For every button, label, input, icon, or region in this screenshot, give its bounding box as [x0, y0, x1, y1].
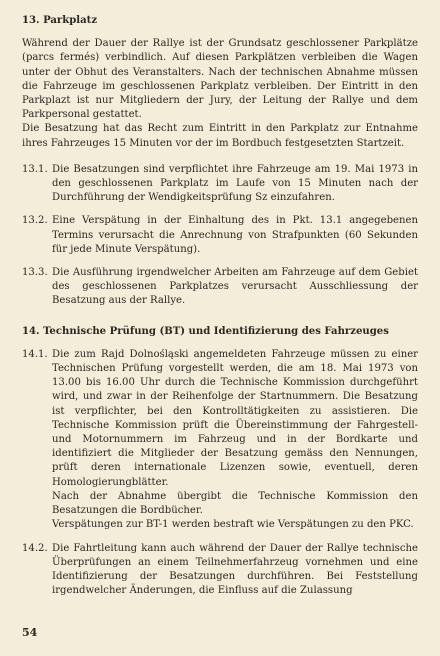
clause-14-2 [22, 542, 418, 599]
clause-13-1 [22, 163, 418, 206]
clause-text: Die Fahrtleitung kann auch während der Dauer der Rallye technische Überprüfungen an einem Teilnehmerfahrzeug vornehmen und eine Identifizierung der Besatzungen durchführen. Bei Feststellung irgendwelcher Änderungen, die Einfluss auf die Zulassung [52, 542, 418, 597]
section-13-intro [22, 37, 418, 151]
intro-paragraph: Die Besatzung hat das Recht zum Eintritt in den Parkplatz zur Entnahme ihres Fahrzeuges 15 Minuten vor der im Bordbuch festgesetzten Startzeit. [22, 123, 418, 149]
clause-text: Die Besatzungen sind verpflichtet ihre Fahrzeuge am 19. Mai 1973 in den geschlossenen Parkplatz im Laufe von 15 Minuten nach der Durchführung der Wendigkeitsprüfung Sz einzufahren. [52, 163, 418, 204]
clause-13-3 [22, 266, 418, 309]
clause-14-1 [22, 348, 418, 533]
clause-text: Verspätungen zur BT-1 werden bestraft wie Verspätungen zu den PKC. [52, 519, 414, 531]
clause-number: 14.1. [22, 348, 48, 360]
section-14-heading: 14. Technische Prüfung (BT) und Identifizierung des Fahrzeuges [22, 325, 389, 337]
clause-text: Nach der Abnahme übergibt die Technische Kommission den Besatzungen die Bordbücher. [52, 490, 418, 517]
clause-text: Eine Verspätung in der Einhaltung des in Pkt. 13.1 angegebenen Termins verursacht die Anrechnung von Strafpunkten (60 Sekunden für jede Minute Verspätung). [52, 215, 418, 255]
page-number: 54 [22, 626, 38, 639]
clause-number: 13.1. [22, 163, 48, 175]
clause-number: 13.2. [22, 215, 48, 227]
clause-text: Die Ausführung irgendwelcher Arbeiten am Fahrzeuge auf dem Gebiet des geschlossenen Parkplatzes verursacht Ausschliessung der Besatzung aus der Rallye. [52, 267, 418, 307]
clause-13-2 [22, 214, 418, 257]
section-13-heading: 13. Parkplatz [22, 15, 98, 26]
clause-number: 14.2. [22, 542, 48, 554]
clause-text: Die zum Rajd Dolnośląski angemeldeten Fahrzeuge müssen zu einer Technischen Prüfung vorgestellt werden, die am 18. Mai 1973 von 13.00 bis 16.00 Uhr durch die Technische Kommission durchgeführt wird, und zwar in der Reihenfolge der Startnummern. Die Besatzung ist verpflichter, bei den Kontrolltätigkeiten zu assistieren. Die Technische Kommission prüft die Übereinstimmung der Fahrgestell- und Motornummern im Fahrzeug und in der Bordkarte und identifiziert die Mitglieder der Besatzung gemäss den Nennungen, prüft deren internationale Lizenzen sowie, eventuell, deren Homologierungblätter. [52, 348, 418, 488]
clause-number: 13.3. [22, 267, 48, 279]
intro-paragraph: Während der Dauer der Rallye ist der Grundsatz geschlossener Parkplätze (parcs fermés) verbindlich. Auf diesen Parkplätzen verbleiben die Wagen unter der Obhut des Veranstalters. Nach der technischen Abnahme müssen die Fahrzeuge im geschlossenen Parkplatz verbleiben. Der Eintritt in den Parkplazt ist nur Mitgliedern der Jury, der Leitung der Rallye und dem Parkpersonal gestattet. [22, 38, 418, 121]
